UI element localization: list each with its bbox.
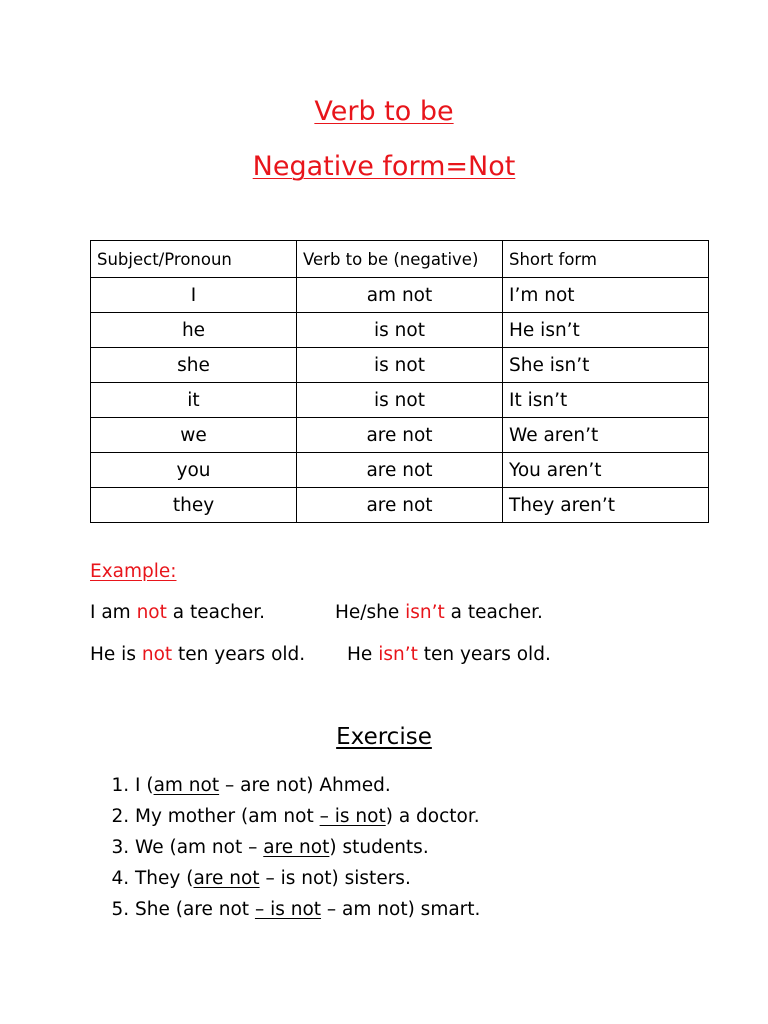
exercise-item: [135, 770, 480, 801]
exercise-item: [135, 832, 480, 863]
subject-cell: he: [91, 313, 297, 348]
underlined-answer: are not: [263, 837, 330, 858]
column-header: Verb to be (negative): [297, 241, 503, 278]
exercise-text: My mother (am not: [135, 806, 320, 827]
column-header: Short form: [503, 241, 709, 278]
underlined-answer: – is not: [254, 899, 322, 920]
exercise-text: ) students.: [329, 837, 429, 858]
negative-verb-cell: is not: [297, 383, 503, 418]
negative-form-table: [90, 240, 709, 523]
exercise-text: – am not) smart.: [321, 899, 481, 920]
exercise-item: [135, 863, 480, 894]
exercise-text: They (: [135, 868, 194, 889]
example-text: a teacher.: [444, 602, 543, 623]
short-form-cell: You aren’t: [503, 453, 709, 488]
example-text: He: [347, 644, 379, 665]
example-text: a teacher.: [166, 602, 266, 623]
exercise-list: [90, 770, 480, 925]
negative-verb-cell: am not: [297, 278, 503, 313]
exercise-text: I (: [135, 775, 154, 796]
subject-cell: it: [91, 383, 297, 418]
table-row: [91, 418, 709, 453]
negative-verb-cell: are not: [297, 418, 503, 453]
negative-word: isn’t: [405, 602, 445, 623]
table-row: [91, 383, 709, 418]
subject-cell: they: [91, 488, 297, 523]
negative-verb-cell: is not: [297, 313, 503, 348]
exercise-text: She (are not: [135, 899, 255, 920]
example-sentence: [335, 602, 543, 623]
subject-cell: you: [91, 453, 297, 488]
table-row: [91, 278, 709, 313]
short-form-cell: They aren’t: [503, 488, 709, 523]
example-text: He/she: [335, 602, 406, 623]
negative-word: isn’t: [378, 644, 418, 665]
table-row: [91, 313, 709, 348]
example-text: I am: [90, 602, 137, 623]
negative-verb-cell: are not: [297, 453, 503, 488]
exercise-text: – are not) Ahmed.: [219, 775, 391, 796]
exercise-item: [135, 801, 480, 832]
exercise-text: We (am not –: [135, 837, 264, 858]
example-text: ten years old.: [417, 644, 551, 665]
underlined-answer: am not: [153, 775, 220, 796]
short-form-cell: She isn’t: [503, 348, 709, 383]
short-form-cell: He isn’t: [503, 313, 709, 348]
short-form-cell: It isn’t: [503, 383, 709, 418]
negative-verb-cell: is not: [297, 348, 503, 383]
page-subtitle: Negative form=Not: [252, 151, 516, 182]
negative-word: not: [136, 602, 167, 623]
exercise-text: ) a doctor.: [385, 806, 480, 827]
exercise-text: – is not) sisters.: [259, 868, 411, 889]
negative-verb-cell: are not: [297, 488, 503, 523]
example-text: ten years old.: [172, 644, 306, 665]
short-form-cell: I’m not: [503, 278, 709, 313]
column-header: Subject/Pronoun: [91, 241, 297, 278]
exercise-title: Exercise: [336, 724, 432, 750]
table-row: [91, 453, 709, 488]
example-text: He is: [90, 644, 142, 665]
table-row: [91, 488, 709, 523]
negative-word: not: [141, 644, 173, 665]
table-row: [91, 348, 709, 383]
page-title: Verb to be: [314, 96, 454, 127]
underlined-answer: are not: [193, 868, 260, 889]
exercise-item: [135, 894, 480, 925]
example-sentence: [347, 644, 551, 665]
subject-cell: I: [91, 278, 297, 313]
table-header-row: [91, 241, 709, 278]
example-sentence: [90, 644, 305, 665]
short-form-cell: We aren’t: [503, 418, 709, 453]
subject-cell: we: [91, 418, 297, 453]
example-label: Example:: [90, 561, 177, 582]
example-sentence: [90, 602, 265, 623]
subject-cell: she: [91, 348, 297, 383]
underlined-answer: – is not: [319, 806, 386, 827]
